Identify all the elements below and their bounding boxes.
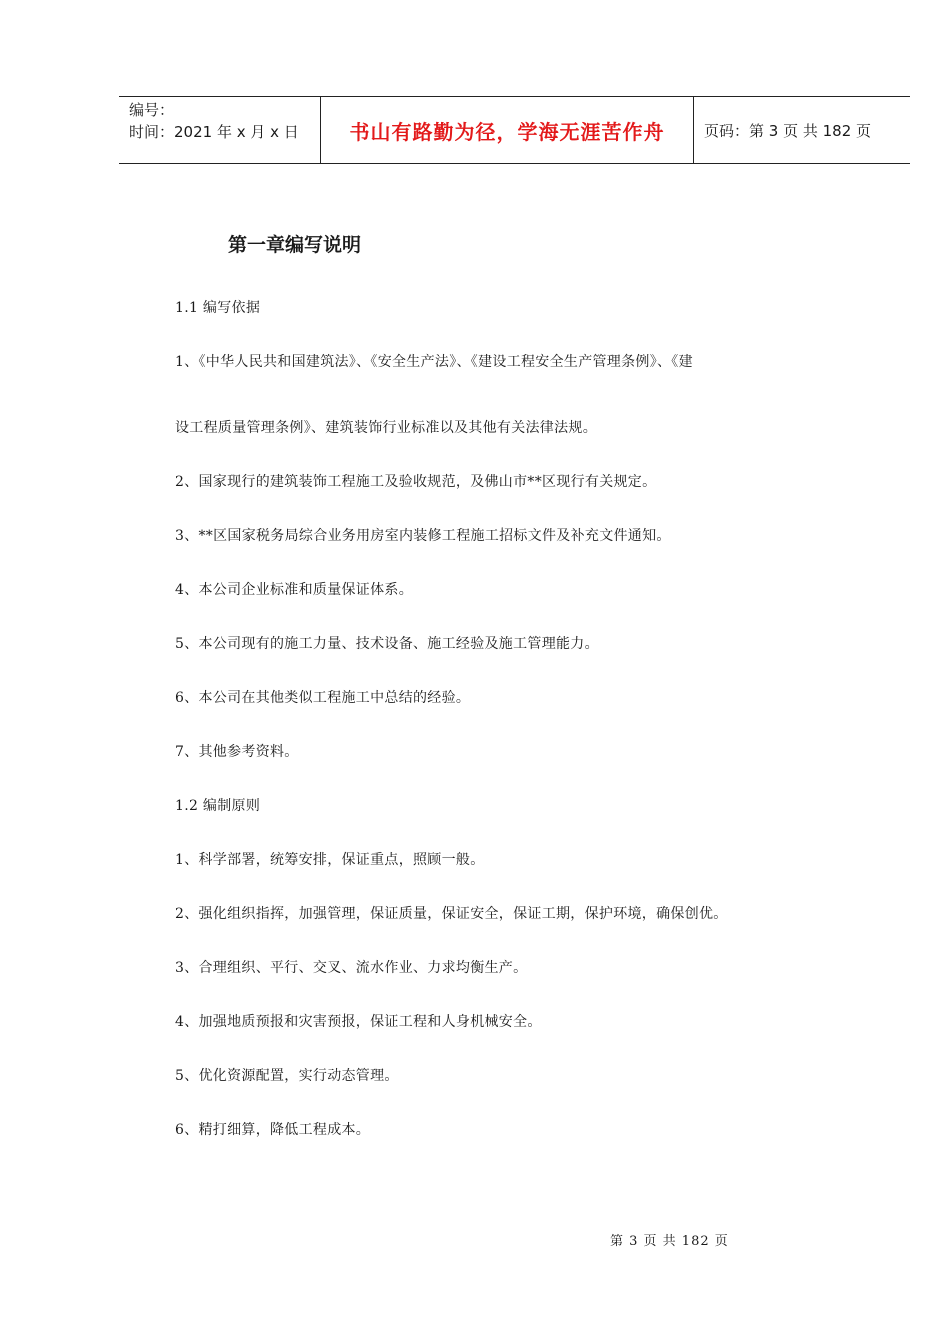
- paragraph: 3、合理组织、平行、交叉、流水作业、力求均衡生产。: [175, 960, 528, 976]
- number-label: 编号：: [129, 101, 175, 119]
- section-heading: 1.1 编写依据: [175, 300, 261, 316]
- paragraph: 3、**区国家税务局综合业务用房室内装修工程施工招标文件及补充文件通知。: [175, 528, 671, 544]
- motto-cell: [321, 97, 694, 163]
- paragraph: 4、加强地质预报和灾害预报，保证工程和人身机械安全。: [175, 1014, 542, 1030]
- paragraph: 7、其他参考资料。: [175, 744, 299, 760]
- time-label: 时间：2021 年 x 月 x 日: [129, 123, 299, 141]
- header-table: [119, 96, 910, 164]
- paragraph: 设工程质量管理条例》、建筑装饰行业标准以及其他有关法律法规。: [175, 420, 597, 436]
- section-heading: 1.2 编制原则: [175, 798, 261, 814]
- page-info-text: 页码：第 3 页 共 182 页: [704, 121, 872, 140]
- header-meta-cell: [119, 97, 321, 163]
- paragraph: 5、优化资源配置，实行动态管理。: [175, 1068, 399, 1084]
- paragraph: 1、科学部署，统筹安排，保证重点，照顾一般。: [175, 852, 485, 868]
- paragraph: 2、国家现行的建筑装饰工程施工及验收规范，及佛山市**区现行有关规定。: [175, 474, 657, 490]
- paragraph: 5、本公司现有的施工力量、技术设备、施工经验及施工管理能力。: [175, 636, 599, 652]
- paragraph: 1、《中华人民共和国建筑法》、《安全生产法》、《建设工程安全生产管理条例》、《建: [175, 354, 693, 370]
- paragraph: 6、精打细算，降低工程成本。: [175, 1122, 371, 1138]
- page-footer: 第 3 页 共 182 页: [610, 1234, 729, 1249]
- paragraph: 4、本公司企业标准和质量保证体系。: [175, 582, 414, 598]
- page-info-cell: [694, 97, 910, 163]
- paragraph: 2、强化组织指挥，加强管理，保证质量，保证安全，保证工期，保护环境，确保创优。: [175, 906, 728, 922]
- paragraph: 6、本公司在其他类似工程施工中总结的经验。: [175, 690, 471, 706]
- motto-text: 书山有路勤为径，学海无涯苦作舟: [349, 119, 665, 144]
- chapter-title: 第一章编写说明: [228, 234, 362, 256]
